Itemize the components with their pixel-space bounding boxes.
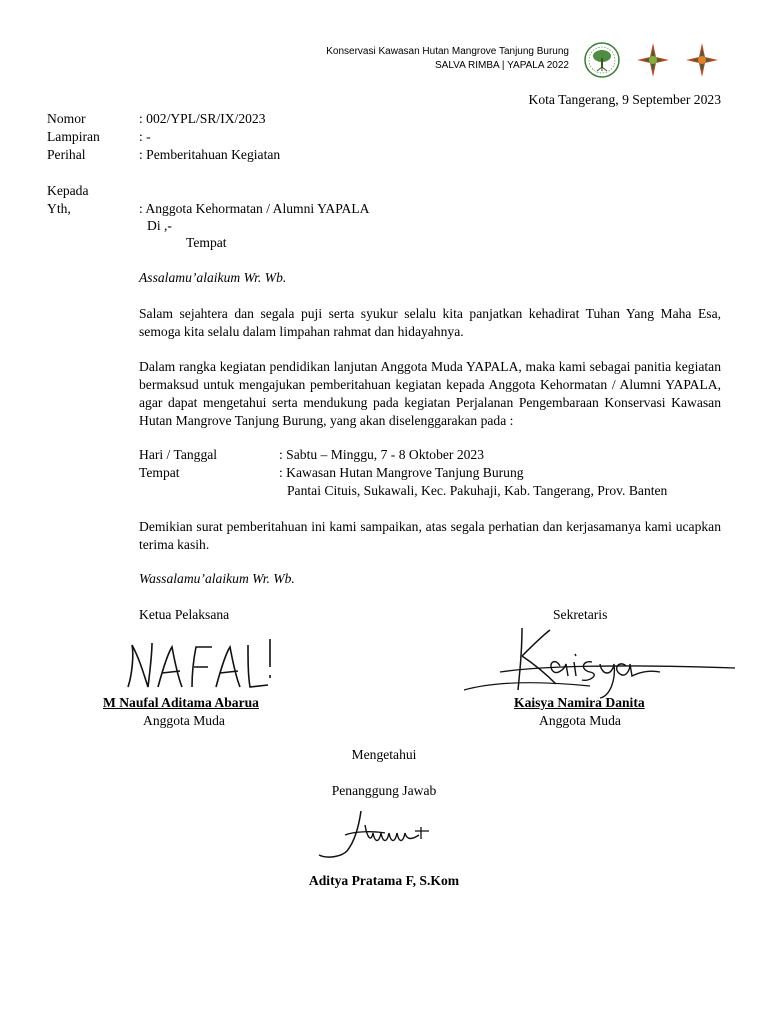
left-name: M Naufal Aditama Abarua [103,695,259,710]
di-text: Di ,- [147,218,172,233]
acknowledged-label: Mengetahui [351,747,417,762]
event-date-label: Hari / Tanggal [139,447,218,462]
signature-right [460,620,740,700]
perihal-label: Perihal [47,147,86,162]
left-role: Ketua Pelaksana [139,607,230,622]
compass-star-logo-green-icon [636,42,670,78]
responsible-role: Penanggung Jawab [331,783,437,798]
right-role: Sekretaris [553,607,608,622]
signature-center [315,805,455,865]
paragraph-opening: Salam sejahtera dan segala puji serta syukur selalu kita panjatkan kehadirat Tuhan Yang Maha Esa, semoga kita selalu dalam limpahan rahmat dan hidayahnya. [139,306,721,339]
header-title: Konservasi Kawasan Hutan Mangrove Tanjung Burung [326,46,569,57]
lampiran-label: Lampiran [47,129,100,144]
nomor-label: Nomor [47,111,86,126]
yth-value: : Anggota Kehormatan / Alumni YAPALA [139,201,370,216]
closing-greeting: Wassalamu’alaikum Wr. Wb. [139,571,295,586]
tempat-text: Tempat [186,235,227,250]
event-place-value: : Kawasan Hutan Mangrove Tanjung Burung [279,465,524,480]
paragraph-body: Dalam rangka kegiatan pendidikan lanjutan Anggota Muda YAPALA, maka kami sebagai panitia kegiatan bermaksud untuk mengajukan pemberitahuan kegiatan kepada Anggota Kehormatan / Alumni YAPALA, agar dapat mengetahui serta mendukung pada kegiatan Perjalanan Pengembaraan Konservasi Kawasan Hutan Mangrove Tanjung Burung, yang akan diselenggarakan pada : [139,359,721,428]
tree-logo-icon [582,41,622,79]
compass-star-logo-orange-icon [685,42,719,78]
right-name: Kaisya Namira Danita [514,695,645,710]
right-title: Anggota Muda [539,713,621,728]
paragraph-closing: Demikian surat pemberitahuan ini kami sampaikan, atas segala perhatian dan kerjasamanya kami ucapkan terima kasih. [139,519,721,552]
event-date-value: : Sabtu – Minggu, 7 - 8 Oktober 2023 [279,447,485,462]
lampiran-value: : - [139,129,151,144]
event-place-address: Pantai Cituis, Sukawali, Kec. Pakuhaji, Kab. Tangerang, Prov. Banten [287,483,668,498]
letter-date: Kota Tangerang, 9 September 2023 [528,92,721,107]
kepada-label: Kepada [47,183,89,198]
greeting: Assalamu’alaikum Wr. Wb. [139,270,287,285]
perihal-value: : Pemberitahuan Kegiatan [139,147,281,162]
nomor-value: : 002/YPL/SR/IX/2023 [139,111,266,126]
event-place-label: Tempat [139,465,180,480]
signature-left [120,635,280,695]
yth-label: Yth, [47,201,71,216]
responsible-name: Aditya Pratama F, S.Kom [308,873,460,888]
header-subtitle: SALVA RIMBA | YAPALA 2022 [435,60,569,71]
left-title: Anggota Muda [143,713,225,728]
